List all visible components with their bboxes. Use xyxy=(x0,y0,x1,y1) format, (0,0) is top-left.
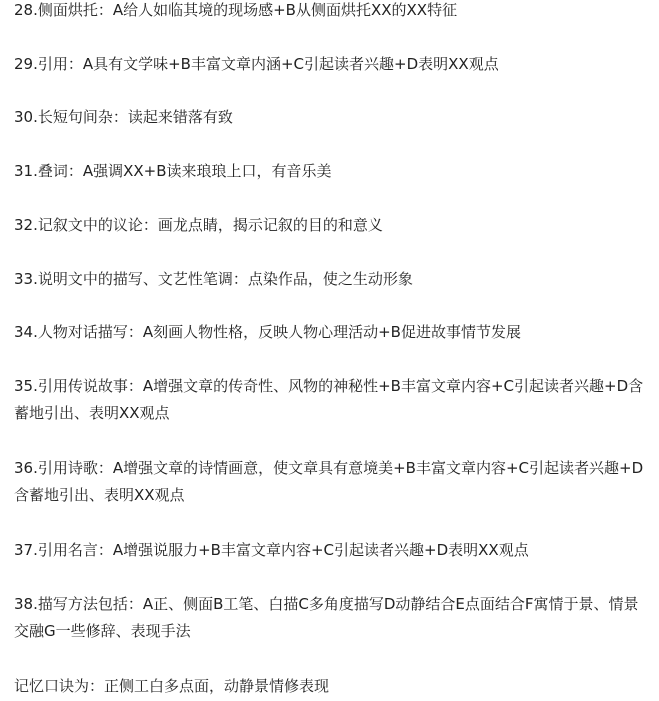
item-38-description-methods: 38.描写方法包括：A正、侧面B工笔、白描C多角度描写D动静结合E点面结合F寓情于景、情景交融G一些修辞、表现手法 xyxy=(14,595,639,640)
item-31-reduplication: 31.叠词：A强调XX+B读来琅琅上口，有音乐美 xyxy=(14,162,332,180)
item-28-side-contrast: 28.侧面烘托：A给人如临其境的现场感+B从侧面烘托XX的XX特征 xyxy=(14,1,458,19)
item-36-poem-quotation: 36.引用诗歌：A增强文章的诗情画意，使文章具有意境美+B丰富文章内容+C引起读者兴趣+D含蓄地引出、表明XX观点 xyxy=(14,459,644,504)
item-33-expository-description: 33.说明文中的描写、文艺性笔调：点染作品，使之生动形象 xyxy=(14,270,413,288)
memory-mnemonic: 记忆口诀为：正侧工白多点面，动静景情修表现 xyxy=(14,677,330,695)
item-32-narrative-discussion: 32.记叙文中的议论：画龙点睛，揭示记叙的目的和意义 xyxy=(14,216,383,234)
item-35-legend-quotation: 35.引用传说故事：A增强文章的传奇性、风物的神秘性+B丰富文章内容+C引起读者兴趣+D含蓄地引出、表明XX观点 xyxy=(14,377,644,422)
item-37-famous-quote: 37.引用名言：A增强说服力+B丰富文章内容+C引起读者兴趣+D表明XX观点 xyxy=(14,541,529,559)
item-30-mixed-sentences: 30.长短句间杂：读起来错落有致 xyxy=(14,108,233,126)
item-29-quotation: 29.引用：A具有文学味+B丰富文章内涵+C引起读者兴趣+D表明XX观点 xyxy=(14,55,499,73)
item-34-dialogue-description: 34.人物对话描写：A刻画人物性格，反映人物心理活动+B促进故事情节发展 xyxy=(14,323,521,341)
